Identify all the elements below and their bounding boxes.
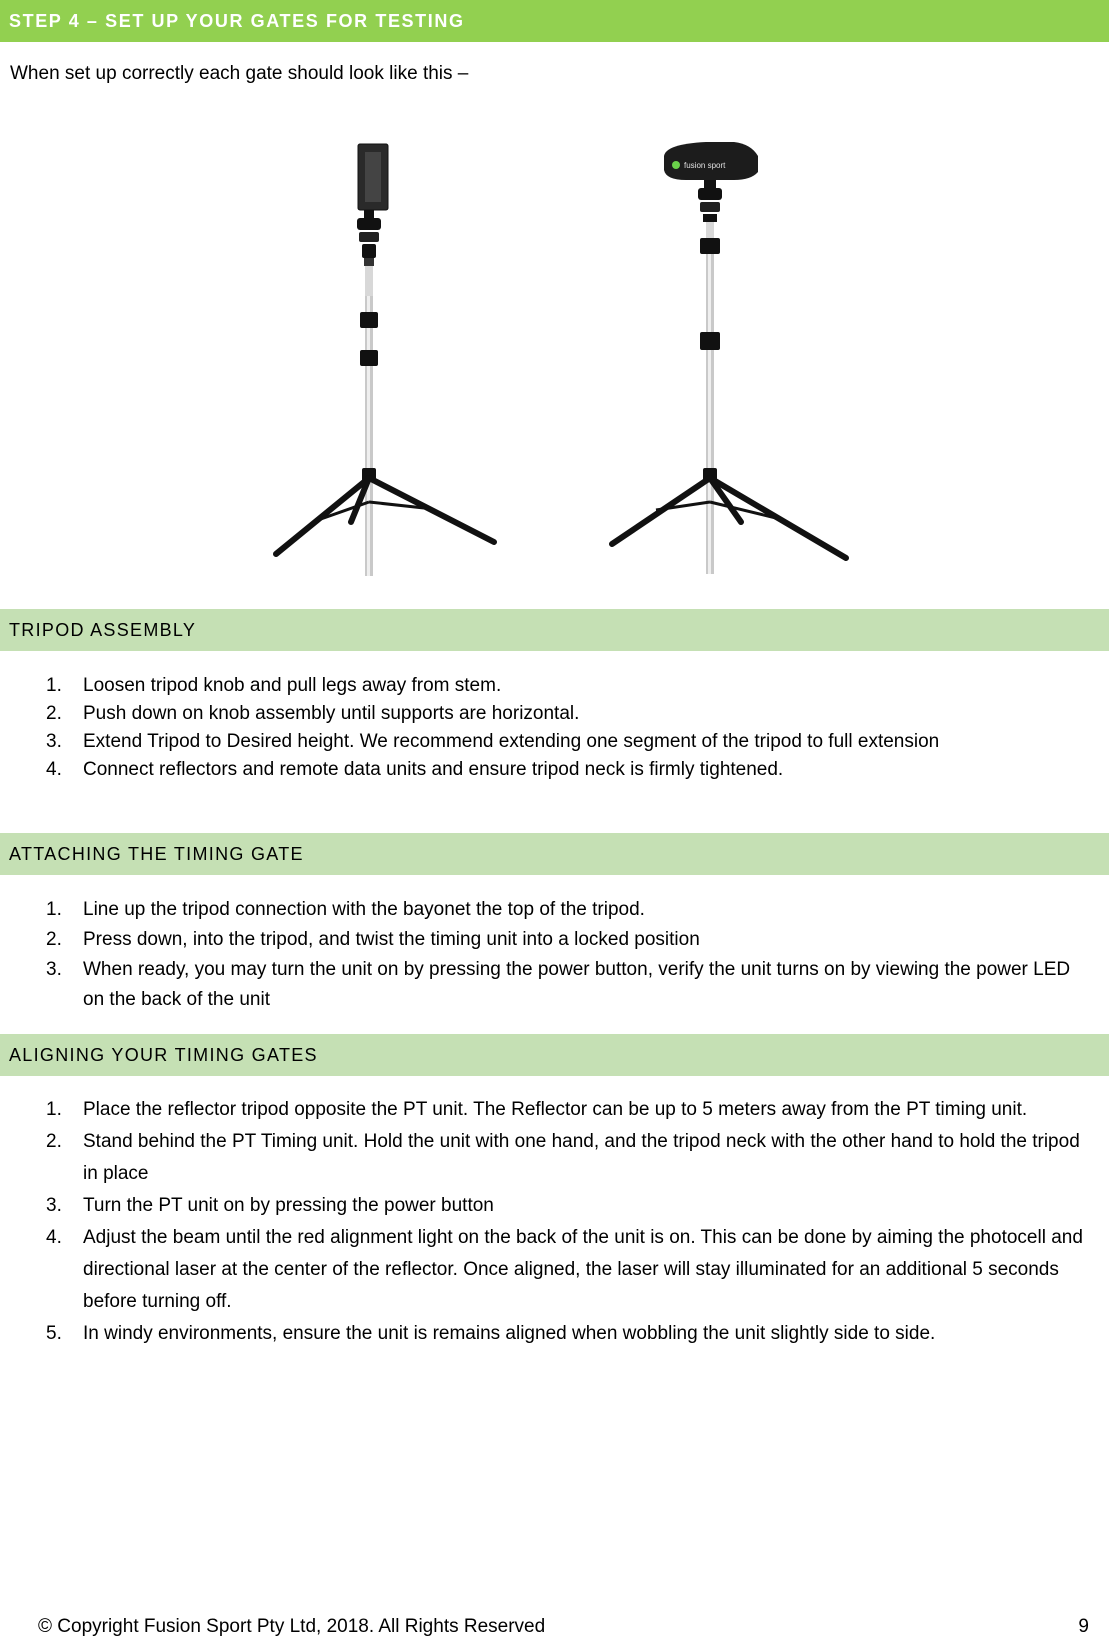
list-number: 3.	[46, 959, 62, 980]
list-item-text: Loosen tripod knob and pull legs away from stem.	[83, 675, 502, 696]
section-bar-tripod-assembly	[0, 609, 1109, 651]
tripod-illustration	[206, 110, 906, 592]
list-item-text: Press down, into the tripod, and twist the timing unit into a locked position	[83, 929, 700, 950]
list-item	[0, 1222, 1109, 1318]
list-item-text: Connect reflectors and remote data units and ensure tripod neck is firmly tightened.	[83, 759, 784, 780]
list-number: 2.	[46, 1131, 62, 1152]
reflector-tripod	[276, 144, 494, 576]
list-number: 5.	[46, 1323, 62, 1344]
intro-text: When set up correctly each gate should look like this –	[10, 63, 469, 84]
step-title-banner	[0, 0, 1109, 42]
list-number: 3.	[46, 731, 62, 752]
list-number: 1.	[46, 1099, 62, 1120]
list-item-text: Extend Tripod to Desired height. We recommend extending one segment of the tripod to full extension	[83, 731, 940, 752]
list-number: 1.	[46, 675, 62, 696]
section-title: ATTACHING THE TIMING GATE	[9, 844, 304, 864]
list-item-text: Line up the tripod connection with the bayonet the top of the tripod.	[83, 899, 645, 920]
list-item	[0, 1190, 1109, 1222]
list-item	[0, 895, 1109, 925]
section-bar-aligning-timing-gates	[0, 1034, 1109, 1076]
list-number: 2.	[46, 929, 62, 950]
section-title: ALIGNING YOUR TIMING GATES	[9, 1045, 318, 1065]
list-item-text: Adjust the beam until the red alignment light on the back of the unit is on. This can be done by aiming the photocell and directional laser at the center of the reflector. Once aligned, the laser will stay illuminated for an additional 5 seconds before turning off.	[83, 1227, 1083, 1312]
list-item	[0, 1126, 1109, 1190]
list-item	[0, 955, 1109, 1015]
list-item-text: Push down on knob assembly until supports are horizontal.	[83, 703, 580, 724]
timing-unit-tripod	[612, 142, 846, 574]
list-item-text: When ready, you may turn the unit on by pressing the power button, verify the unit turns on by viewing the power LED on the back of the unit	[83, 959, 1071, 1010]
tripod-figure	[206, 110, 906, 592]
list-item	[0, 1094, 1109, 1126]
footer-copyright: © Copyright Fusion Sport Pty Ltd, 2018. All Rights Reserved	[38, 1616, 546, 1637]
unit-brand-text: fusion sport	[684, 161, 726, 170]
section-bar-attaching-timing-gate	[0, 833, 1109, 875]
list-number: 2.	[46, 703, 62, 724]
page-number: 9	[1078, 1616, 1089, 1637]
tripod-assembly-list	[0, 672, 1109, 784]
list-item	[0, 925, 1109, 955]
step-title: STEP 4 – SET UP YOUR GATES FOR TESTING	[9, 11, 465, 31]
list-number: 4.	[46, 1227, 62, 1248]
list-item	[0, 756, 1109, 784]
list-item-text: Turn the PT unit on by pressing the power button	[83, 1195, 494, 1216]
list-number: 1.	[46, 899, 62, 920]
list-item	[0, 700, 1109, 728]
list-number: 4.	[46, 759, 62, 780]
list-item-text: Stand behind the PT Timing unit. Hold the unit with one hand, and the tripod neck with the other hand to hold the tripod in place	[83, 1131, 1080, 1184]
list-number: 3.	[46, 1195, 62, 1216]
list-item	[0, 1318, 1109, 1350]
aligning-timing-gates-list	[0, 1094, 1109, 1350]
list-item	[0, 728, 1109, 756]
list-item-text: In windy environments, ensure the unit is remains aligned when wobbling the unit slightly side to side.	[83, 1323, 936, 1344]
attaching-timing-gate-list	[0, 895, 1109, 1015]
list-item	[0, 672, 1109, 700]
list-item-text: Place the reflector tripod opposite the PT unit. The Reflector can be up to 5 meters away from the PT timing unit.	[83, 1099, 1028, 1120]
section-title: TRIPOD ASSEMBLY	[9, 620, 197, 640]
